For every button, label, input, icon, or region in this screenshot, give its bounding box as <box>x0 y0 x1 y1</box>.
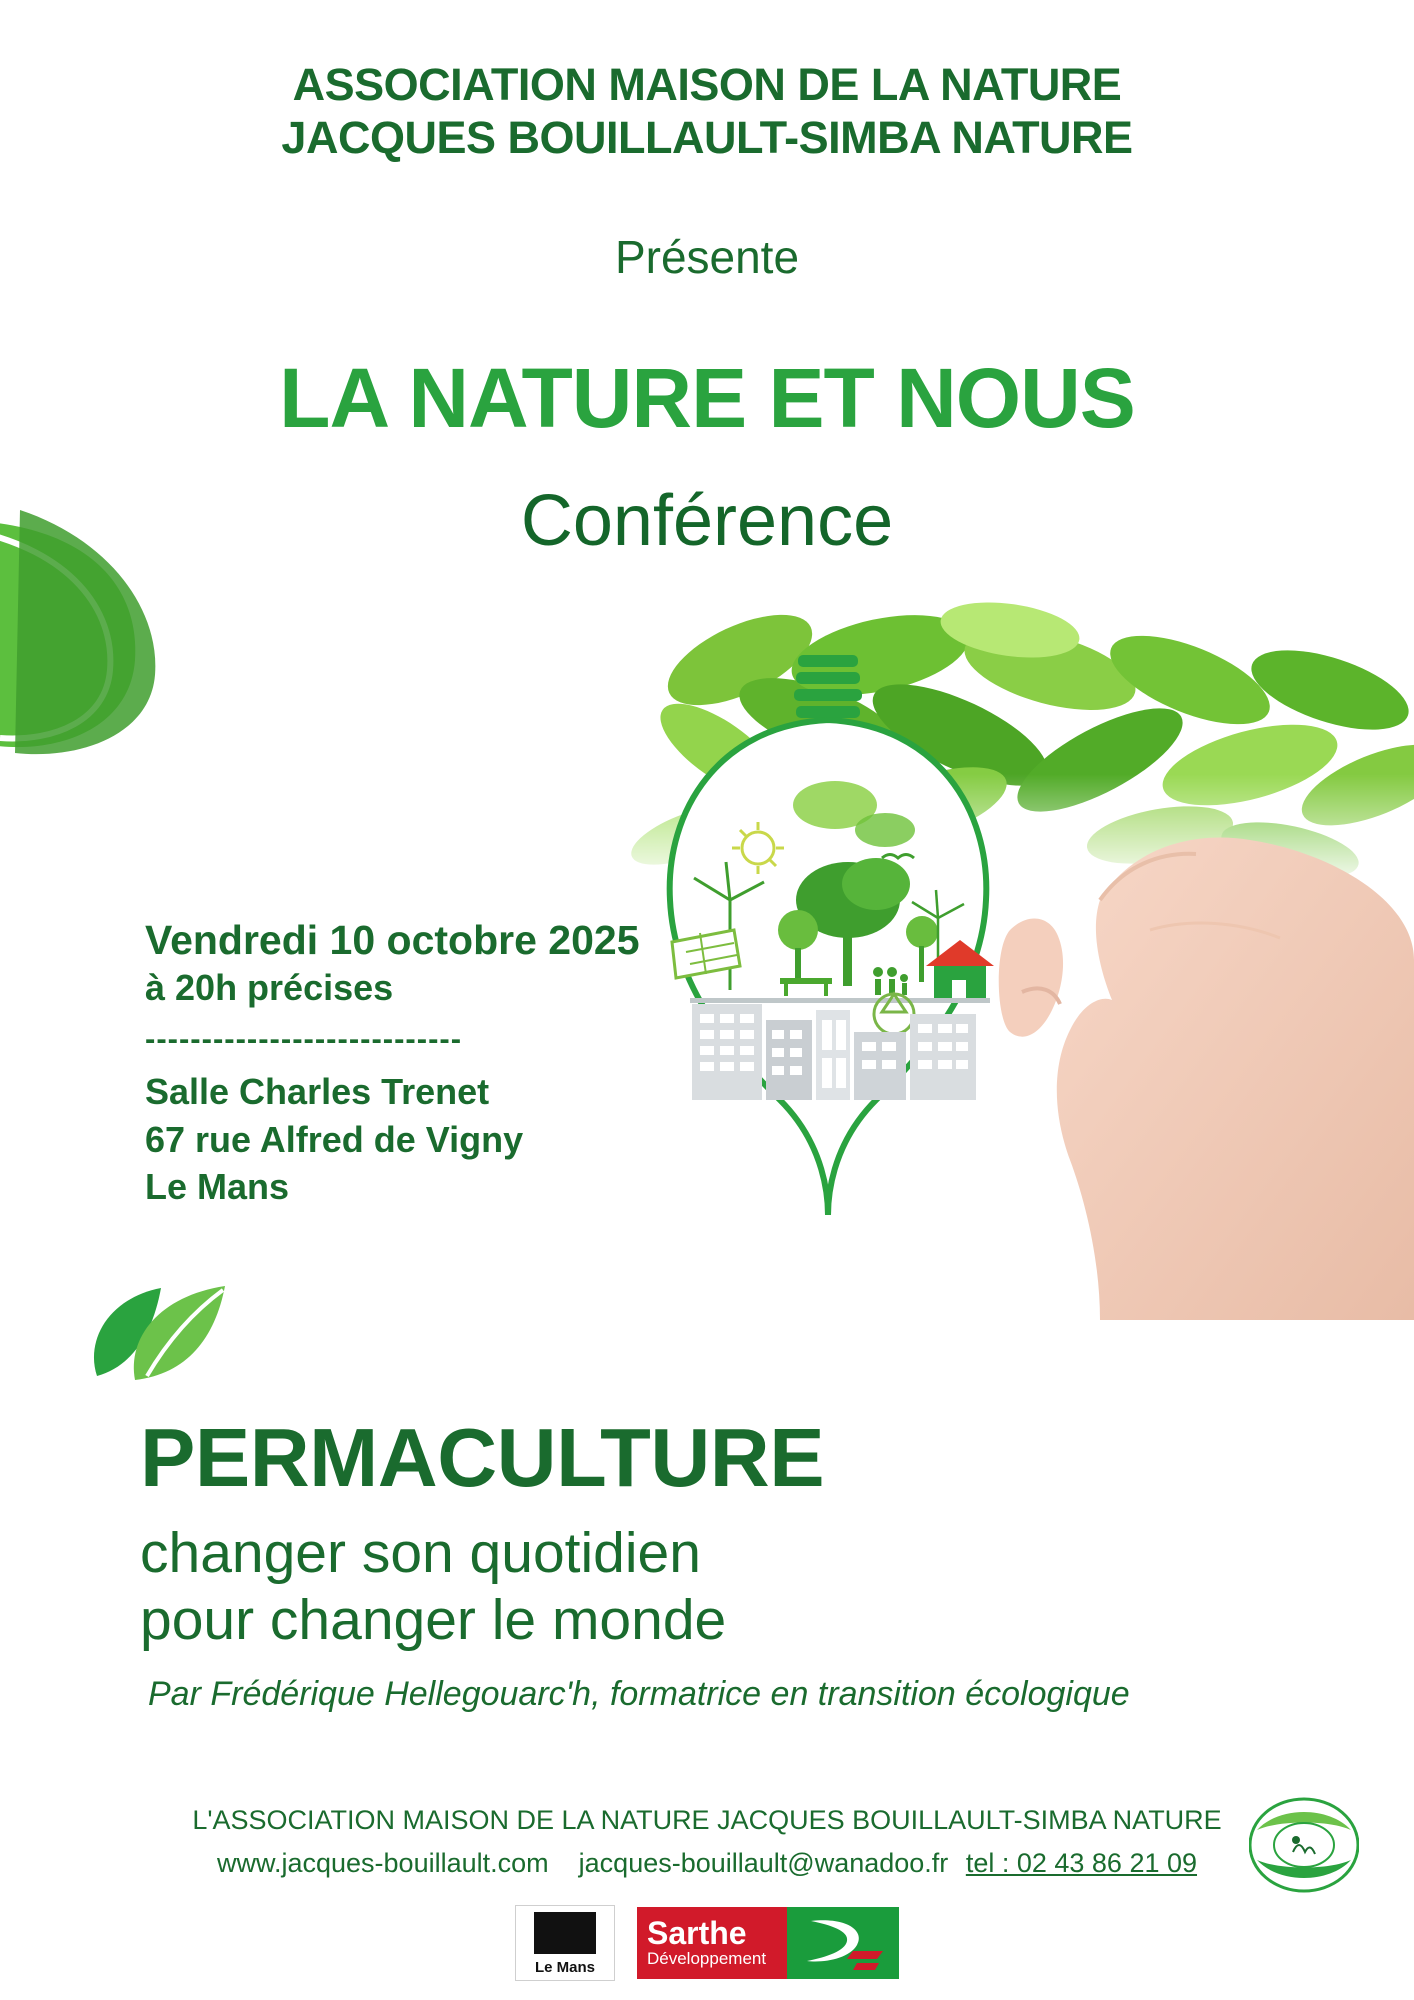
sarthe-name: Sarthe <box>647 1914 747 1951</box>
sarthe-sub: Développement <box>647 1948 767 1968</box>
association-badge-icon <box>1249 1790 1359 1900</box>
sarthe-text-block <box>637 1907 787 1979</box>
event-time: à 20h précises <box>145 967 394 1009</box>
topic-subtitle-line2: pour changer le monde <box>140 1588 727 1653</box>
bulb-and-leaves-illustration <box>630 600 1414 1360</box>
event-type-subtitle: Conférence <box>520 481 894 561</box>
logo-le-mans <box>515 1905 615 1981</box>
association-title <box>0 58 1414 164</box>
event-separator: ---------------------------- <box>145 1020 463 1056</box>
city-icon <box>692 1004 976 1100</box>
footer-website[interactable]: www.jacques-bouillault.com <box>216 1848 549 1878</box>
event-details <box>145 915 705 1211</box>
footer-association: L'ASSOCIATION MAISON DE LA NATURE JACQUES BOUILLAULT-SIMBA NATURE <box>192 1805 1222 1835</box>
topic-title: PERMACULTURE <box>140 1411 825 1504</box>
association-title-line1: ASSOCIATION MAISON DE LA NATURE <box>292 59 1122 110</box>
partner-logos <box>0 1905 1414 1981</box>
leaf-decoration-icon <box>0 510 260 760</box>
footer-telephone[interactable]: tel : 02 43 86 21 09 <box>965 1848 1198 1878</box>
le-mans-mark-icon <box>534 1912 596 1954</box>
venue-city: Le Mans <box>145 1166 290 1208</box>
logo-sarthe-developpement <box>637 1907 899 1979</box>
footer-contact <box>0 1848 1414 1879</box>
topic-subtitle-line1: changer son quotidien <box>140 1521 701 1585</box>
venue-name: Salle Charles Trenet <box>145 1071 490 1113</box>
page-title: LA NATURE ET NOUS <box>279 351 1135 445</box>
venue-street: 67 rue Alfred de Vigny <box>145 1118 524 1160</box>
le-mans-label: Le Mans <box>534 1959 595 1976</box>
hand-illustration <box>999 838 1414 1321</box>
leaf-logo-icon <box>75 1280 255 1390</box>
footer-email[interactable]: jacques-bouillault@wanadoo.fr <box>578 1848 949 1878</box>
event-date: Vendredi 10 octobre 2025 <box>145 917 640 963</box>
presente-label: Présente <box>614 231 800 283</box>
topic-author: Par Frédérique Hellegouarc'h, formatrice en transition écologique <box>148 1675 1130 1713</box>
sarthe-mark-icon <box>787 1907 899 1979</box>
illustration-bulb-nature <box>630 600 1414 1360</box>
association-title-line2: JACQUES BOUILLAULT-SIMBA NATURE <box>281 112 1133 164</box>
topic-subtitle <box>140 1520 726 1655</box>
